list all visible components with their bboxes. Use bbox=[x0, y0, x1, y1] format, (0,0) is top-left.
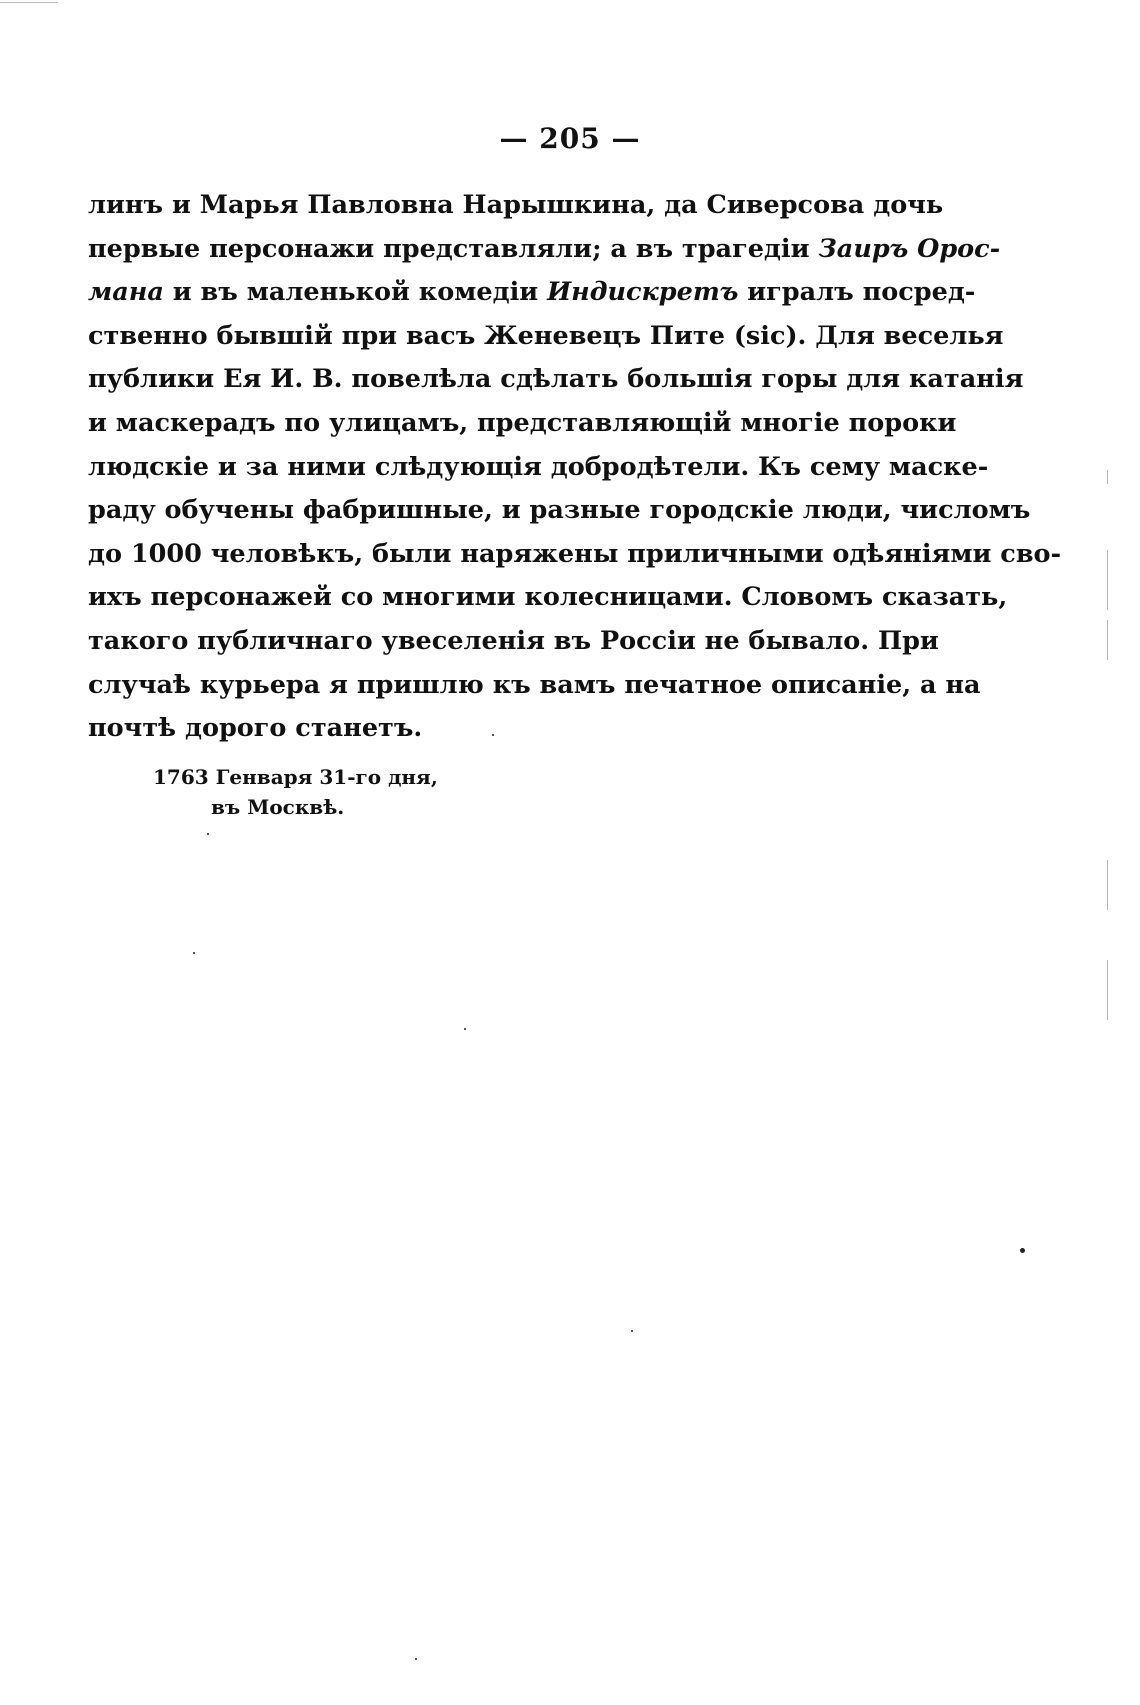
italic-title: Заиръ Орос- bbox=[818, 233, 1001, 264]
italic-title: мана bbox=[88, 277, 164, 308]
scan-speck bbox=[492, 734, 494, 736]
scan-speck bbox=[631, 1330, 633, 1332]
scan-speck bbox=[1020, 1248, 1025, 1253]
scan-edge-mark bbox=[1107, 960, 1108, 1020]
scan-edge-mark bbox=[1107, 550, 1108, 610]
text-segment: такого публичнаго увеселенія въ Россіи не бывало. При bbox=[88, 625, 939, 656]
text-line bbox=[88, 664, 981, 708]
scan-speck bbox=[193, 952, 195, 954]
text-line bbox=[88, 446, 989, 490]
text-line bbox=[88, 228, 1001, 272]
dateline-date: 1763 Генваря 31-го дня, bbox=[153, 765, 438, 789]
text-segment: игралъ посред- bbox=[738, 277, 976, 308]
text-segment: до 1000 человѣкъ, были наряжены приличными одѣяніями сво- bbox=[88, 538, 1062, 569]
text-segment: линъ и Марья Павловна Нарышкина, да Сиверсова дочь bbox=[88, 190, 944, 220]
text-segment: людскіе и за ними слѣдующія добродѣтели. Къ сему маске- bbox=[88, 451, 989, 482]
scan-edge-mark bbox=[1107, 860, 1108, 910]
text-segment: публики Ея И. В. повелѣла сдѣлать большія горы для катанія bbox=[88, 364, 1024, 395]
text-line bbox=[88, 402, 957, 446]
text-line bbox=[88, 489, 1031, 533]
dateline bbox=[153, 762, 438, 822]
scan-speck bbox=[207, 833, 209, 835]
text-line bbox=[88, 315, 1004, 359]
scan-speck bbox=[415, 1658, 417, 1660]
text-segment: раду обучены фабришные, и разные городскіе люди, числомъ bbox=[88, 495, 1031, 526]
text-segment: ихъ персонажей со многими колесницами. Словомъ сказать, bbox=[88, 582, 1008, 613]
scan-speck bbox=[464, 1028, 466, 1030]
scan-edge-mark bbox=[1107, 470, 1108, 484]
page-number: — 205 — bbox=[499, 122, 641, 155]
text-segment: и въ маленькой комедіи bbox=[163, 277, 548, 308]
text-segment: случаѣ курьера я пришлю къ вамъ печатное описаніе, а на bbox=[88, 669, 981, 700]
scan-edge-mark bbox=[1107, 620, 1108, 660]
dateline-place: въ Москвѣ. bbox=[211, 795, 345, 819]
text-line bbox=[88, 620, 939, 664]
text-segment: и маскерадъ по улицамъ, представляющій многіе пороки bbox=[88, 407, 957, 438]
text-segment: первые персонажи представляли; а въ трагедіи bbox=[88, 233, 819, 264]
text-line bbox=[88, 707, 910, 751]
text-segment: почтѣ дорого станетъ. bbox=[88, 713, 423, 744]
text-line bbox=[88, 576, 1008, 620]
italic-title: Индискретъ bbox=[547, 277, 739, 308]
scan-mark bbox=[0, 2, 58, 3]
text-line bbox=[88, 271, 976, 315]
letter-paragraph bbox=[88, 184, 1062, 751]
text-line bbox=[88, 533, 1062, 577]
text-line bbox=[88, 358, 1024, 402]
text-line bbox=[88, 184, 944, 228]
text-segment: ственно бывшій при васъ Женевецъ Пите (sic). Для веселья bbox=[88, 320, 1004, 351]
